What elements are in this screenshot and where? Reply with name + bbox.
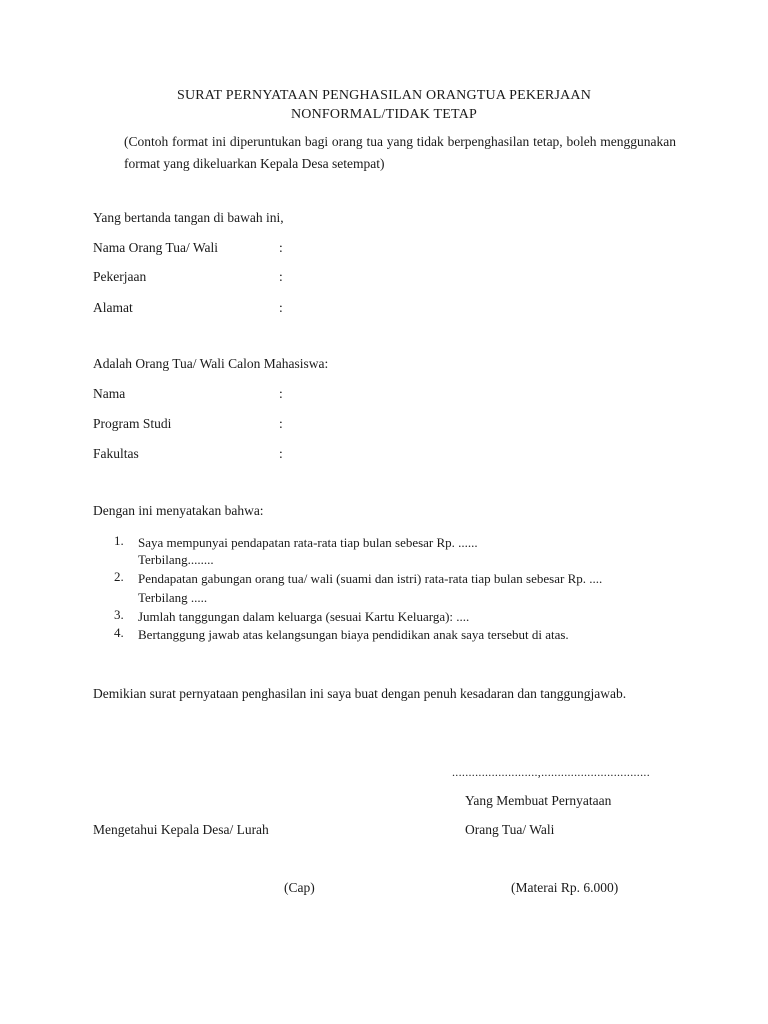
statement-text: Saya mempunyai pendapatan rata-rata tiap bulan sebesar Rp. ...... — [138, 535, 478, 550]
statement-subtext: Terbilang ..... — [138, 590, 208, 605]
parent-name-colon: : — [279, 240, 283, 255]
address-label: Alamat — [93, 300, 133, 315]
study-program-label: Program Studi — [93, 416, 172, 431]
duty-stamp-placeholder: (Materai Rp. 6.000) — [511, 880, 619, 895]
parent-signatory-label: Orang Tua/ Wali — [465, 822, 555, 837]
address-colon: : — [279, 300, 283, 315]
maker-title: Yang Membuat Pernyataan — [465, 793, 612, 808]
statement-number: 4. — [114, 625, 124, 640]
document-title-line1: SURAT PERNYATAAN PENGHASILAN ORANGTUA PEKERJAAN — [176, 88, 592, 103]
study-program-colon: : — [279, 416, 283, 431]
statement-number: 2. — [114, 569, 124, 584]
statement-number: 3. — [114, 607, 124, 622]
student-intro-text: Adalah Orang Tua/ Wali Calon Mahasiswa: — [93, 356, 329, 371]
student-name-colon: : — [279, 386, 283, 401]
statement-number: 1. — [114, 533, 124, 548]
statement-text: Jumlah tanggungan dalam keluarga (sesuai Kartu Keluarga): .... — [138, 609, 470, 624]
faculty-colon: : — [279, 446, 283, 461]
intro-text: Yang bertanda tangan di bawah ini, — [93, 210, 284, 225]
place-date-line: ..........................,................................. — [452, 765, 650, 779]
format-note: (Contoh format ini diperuntukan bagi orang tua yang tidak berpenghasilan tetap, boleh menggunakan format yang dikeluarkan Kepala Desa setempat) — [124, 134, 676, 171]
occupation-label: Pekerjaan — [93, 269, 147, 284]
statement-text: Pendapatan gabungan orang tua/ wali (suami dan istri) rata-rata tiap bulan sebesar Rp. .... — [138, 571, 603, 586]
closing-paragraph: Demikian surat pernyataan penghasilan ini saya buat dengan penuh kesadaran dan tanggungjawab. — [93, 686, 627, 701]
statement-intro-text: Dengan ini menyatakan bahwa: — [93, 503, 264, 518]
occupation-colon: : — [279, 269, 283, 284]
statement-subtext: Terbilang........ — [138, 552, 214, 567]
student-name-label: Nama — [93, 386, 126, 401]
parent-name-label: Nama Orang Tua/ Wali — [93, 240, 219, 255]
faculty-label: Fakultas — [93, 446, 139, 461]
document-title-line2: NONFORMAL/TIDAK TETAP — [291, 107, 477, 122]
statement-text: Bertanggung jawab atas kelangsungan biaya pendidikan anak saya tersebut di atas. — [138, 627, 569, 642]
village-head-label: Mengetahui Kepala Desa/ Lurah — [93, 822, 269, 837]
stamp-placeholder: (Cap) — [284, 880, 315, 895]
